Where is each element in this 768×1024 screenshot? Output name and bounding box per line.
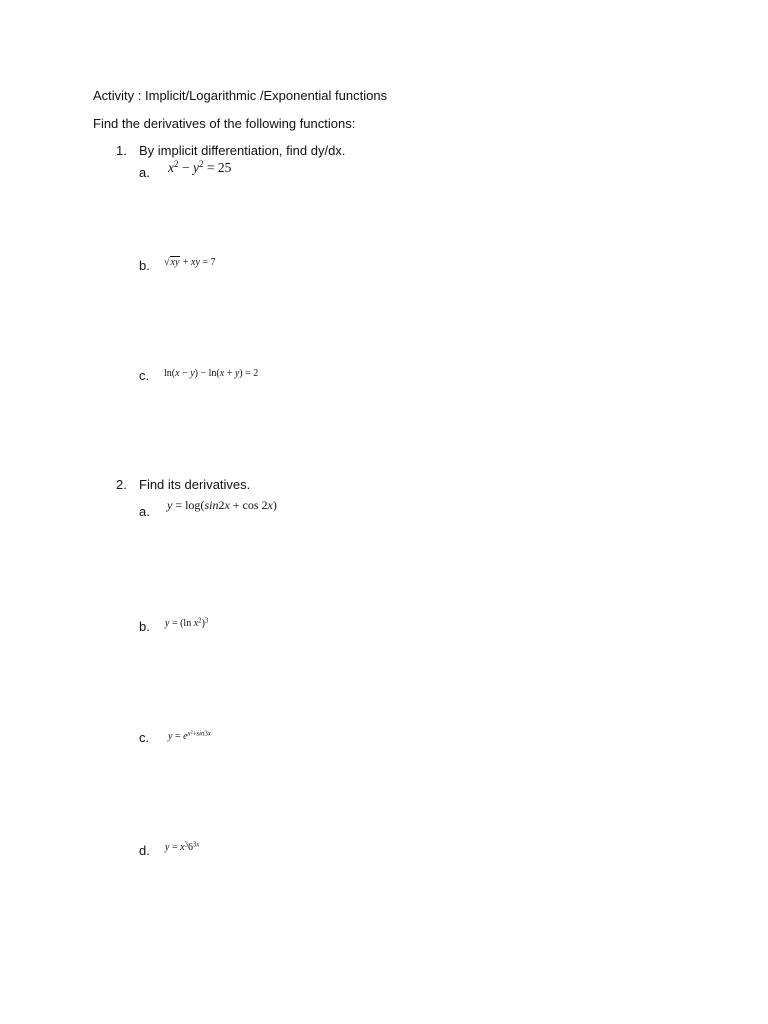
item-1b-equation: √xy + xy = 7 bbox=[164, 257, 216, 268]
section1-number: 1. bbox=[116, 143, 127, 158]
item-2b-equation: y = (ln $x^2)^3$ bbox=[165, 617, 209, 629]
item-2c-equation: $y = e^{x^2+sin3x}$ bbox=[168, 730, 211, 742]
item-2d-letter: d. bbox=[139, 843, 150, 858]
item-1a-letter: a. bbox=[139, 165, 150, 180]
item-1a-equation: $x^2 - y^2 = 25$ bbox=[168, 158, 232, 175]
item-2a-letter: a. bbox=[139, 504, 150, 519]
section2-number: 2. bbox=[116, 477, 127, 492]
section1-text: By implicit differentiation, find dy/dx. bbox=[139, 143, 346, 158]
item-2a-equation: y = log(sin2x + cos 2x) bbox=[167, 498, 277, 512]
item-1c-letter: c. bbox=[139, 368, 150, 383]
item-2b-letter: b. bbox=[139, 619, 150, 634]
item-1c-equation: ln(x − y) − ln(x + y) = 2 bbox=[164, 368, 259, 379]
section2-text: Find its derivatives. bbox=[139, 477, 251, 492]
item-2c-letter: c. bbox=[139, 730, 150, 745]
instruction-text: Find the derivatives of the following functions: bbox=[93, 116, 356, 131]
activity-title: Activity : Implicit/Logarithmic /Exponential functions bbox=[93, 88, 388, 103]
item-1b-letter: b. bbox=[139, 258, 150, 273]
item-2d-equation: $y = x^36^{3x}$ bbox=[165, 841, 200, 853]
